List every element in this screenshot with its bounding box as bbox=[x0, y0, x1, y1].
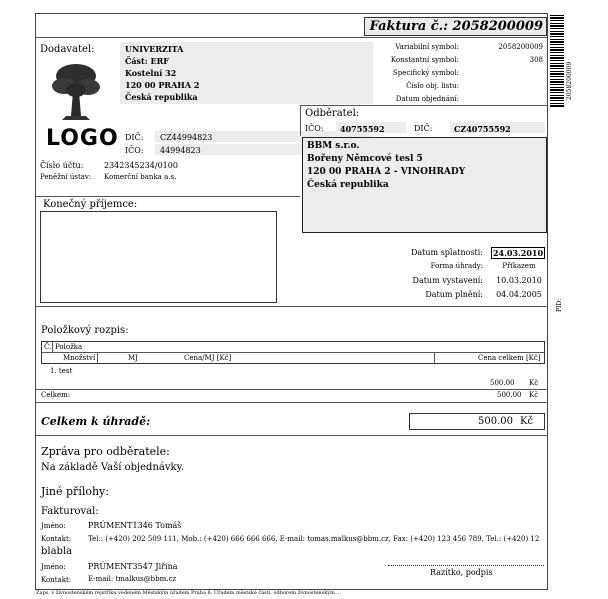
supplier-line: 120 00 PRAHA 2 bbox=[125, 80, 200, 90]
symbol-label: Číslo obj. listu: bbox=[406, 82, 459, 90]
issuer-contact-value: Tel.: (+420) 202 509 111, Mob.: (+420) 666 666 666, E-mail: tomas.malkus@bbm.cz, Fax: (+420) 123 456 789, Tel.: (+420) 12 bbox=[88, 535, 540, 543]
stamp-label: Razítko, podpis bbox=[430, 568, 493, 577]
symbol-label: Konstantní symbol: bbox=[390, 56, 459, 64]
recipient-box bbox=[40, 211, 277, 303]
date-row bbox=[360, 248, 546, 262]
symbol-row bbox=[373, 69, 545, 82]
customer-divider bbox=[300, 105, 301, 136]
symbol-label: Variabilní symbol: bbox=[395, 43, 459, 51]
customer-ico-label: IČO: bbox=[305, 124, 324, 133]
symbol-row bbox=[373, 43, 545, 56]
date-label: Datum splatnosti: bbox=[411, 248, 483, 257]
supplier-ico-value: 44994823 bbox=[160, 146, 201, 155]
date-value: 04.04.2005 bbox=[496, 290, 542, 299]
customer-line: 120 00 PRAHA 2 - VINOHRADY bbox=[307, 167, 466, 177]
logo-text: LOGO bbox=[46, 126, 119, 151]
customer-address bbox=[307, 141, 465, 193]
items-header-mid bbox=[42, 352, 544, 353]
items-sum-value: 500.00 bbox=[497, 391, 522, 399]
message-title: Zpráva pro odběratele: bbox=[41, 445, 170, 458]
barcode-number: 2058200009 bbox=[566, 61, 573, 100]
stamp-line bbox=[388, 565, 544, 566]
symbol-label: Datum objednání: bbox=[395, 95, 459, 103]
customer-line: Bořeny Němcové tesl 5 bbox=[307, 154, 423, 164]
supplier-label: Dodavatel: bbox=[40, 44, 95, 55]
second-contact-label: Kontakt: bbox=[41, 576, 72, 584]
item-row-currency: Kč bbox=[529, 379, 539, 387]
items-head-no: Č. bbox=[44, 343, 52, 351]
items-head-col bbox=[434, 353, 435, 363]
date-label: Datum vystavení: bbox=[412, 276, 483, 285]
issuer-contact-label: Kontakt: bbox=[41, 535, 72, 543]
total-currency: Kč bbox=[520, 416, 534, 427]
date-row bbox=[360, 290, 546, 304]
date-value: Příkazem bbox=[502, 262, 536, 270]
symbol-label: Specifický symbol: bbox=[392, 69, 459, 77]
side-vat-label: PID: bbox=[556, 298, 563, 312]
symbol-row bbox=[373, 56, 545, 69]
items-head-total: Cena celkem [Kč] bbox=[478, 354, 541, 362]
items-head-unit: MJ bbox=[128, 354, 138, 362]
items-sum-currency: Kč bbox=[529, 391, 539, 399]
total-rule bbox=[36, 435, 547, 436]
customer-top-rule bbox=[300, 105, 547, 106]
items-head-item: Položka bbox=[55, 343, 83, 351]
supplier-line: UNIVERZITA bbox=[125, 44, 184, 54]
dates-table bbox=[360, 248, 546, 304]
second-contact-value: E-mail: tmalkus@bbm.cz bbox=[88, 575, 177, 583]
customer-dic-label: DIČ: bbox=[414, 124, 433, 133]
date-row bbox=[360, 262, 546, 276]
items-bottom-rule bbox=[36, 402, 547, 403]
symbols-table bbox=[373, 43, 545, 108]
items-rule bbox=[36, 306, 547, 307]
supplier-line: Kostelní 32 bbox=[125, 68, 177, 78]
account-label: Číslo účtu: bbox=[40, 161, 84, 170]
date-value: 10.03.2010 bbox=[496, 276, 542, 285]
tree-logo bbox=[50, 60, 102, 122]
attachments-title: Jiné přílohy: bbox=[41, 485, 109, 498]
symbol-row bbox=[373, 95, 545, 108]
issuer-name-label: Jméno: bbox=[41, 522, 66, 530]
items-sum-label: Celkem: bbox=[41, 391, 71, 399]
items-title: Položkový rozpis: bbox=[41, 325, 129, 336]
message-text: Na základě Vaší objednávky. bbox=[41, 462, 185, 473]
date-label: Datum plnění: bbox=[425, 290, 483, 299]
bank-value: Komerční banka a.s. bbox=[104, 173, 177, 181]
issuer-name-value: PRÚMENT1346 Tomáš bbox=[88, 521, 182, 530]
items-header-col bbox=[52, 342, 53, 352]
symbol-value: 308 bbox=[529, 56, 543, 64]
customer-line: Česká republika bbox=[307, 180, 389, 190]
date-label: Forma úhrady: bbox=[430, 262, 483, 270]
items-sum-rule bbox=[36, 389, 547, 390]
supplier-line: Česká republika bbox=[125, 92, 198, 102]
supplier-address bbox=[125, 44, 199, 104]
supplier-line: Část: ERF bbox=[125, 56, 169, 66]
item-row-name: 1. test bbox=[50, 367, 73, 375]
customer-ico-value: 40755592 bbox=[340, 124, 385, 134]
items-head-unit-price: Cena/MJ [Kč] bbox=[184, 354, 232, 362]
symbol-row bbox=[373, 82, 545, 95]
second-title: blabla bbox=[41, 546, 73, 557]
recipient-label: Konečný příjemce: bbox=[43, 199, 138, 210]
date-value-boxed: 24.03.2010 bbox=[492, 248, 544, 258]
items-head-qty: Množství bbox=[63, 354, 96, 362]
item-row-total: 500.00 bbox=[490, 379, 515, 387]
supplier-dic-value: CZ44994823 bbox=[160, 133, 213, 142]
customer-line: BBM s.r.o. bbox=[307, 141, 360, 151]
date-row bbox=[360, 276, 546, 290]
invoice-title: Faktura č.: 2058200009 bbox=[369, 19, 543, 34]
second-name-label: Jméno: bbox=[41, 563, 66, 571]
barcode-top bbox=[550, 15, 564, 107]
customer-label: Odběratel: bbox=[305, 108, 360, 119]
account-value: 2342345234/0100 bbox=[104, 161, 178, 170]
supplier-dic-label: DIČ: bbox=[125, 133, 144, 142]
symbol-value: 2058200009 bbox=[498, 43, 543, 51]
total-label: Celkem k úhradě: bbox=[41, 415, 151, 428]
supplier-ico-label: IČO: bbox=[125, 146, 144, 155]
footer-note: Zaps. v živnostenském rejstříku vedeném Městským úřadem Praha 6, Úřadem městské části, odborem živnostenským ... bbox=[36, 590, 342, 596]
bank-label: Peněžní ústav: bbox=[40, 173, 92, 181]
items-head-col bbox=[97, 353, 98, 363]
total-value: 500.00 bbox=[478, 416, 513, 427]
second-name-value: PRÚMENT3547 Jiřina bbox=[88, 562, 178, 571]
customer-dic-value: CZ40755592 bbox=[454, 124, 511, 134]
title-rule bbox=[36, 37, 547, 38]
recipient-rule bbox=[36, 196, 300, 197]
issuer-title: Fakturoval: bbox=[41, 506, 99, 517]
